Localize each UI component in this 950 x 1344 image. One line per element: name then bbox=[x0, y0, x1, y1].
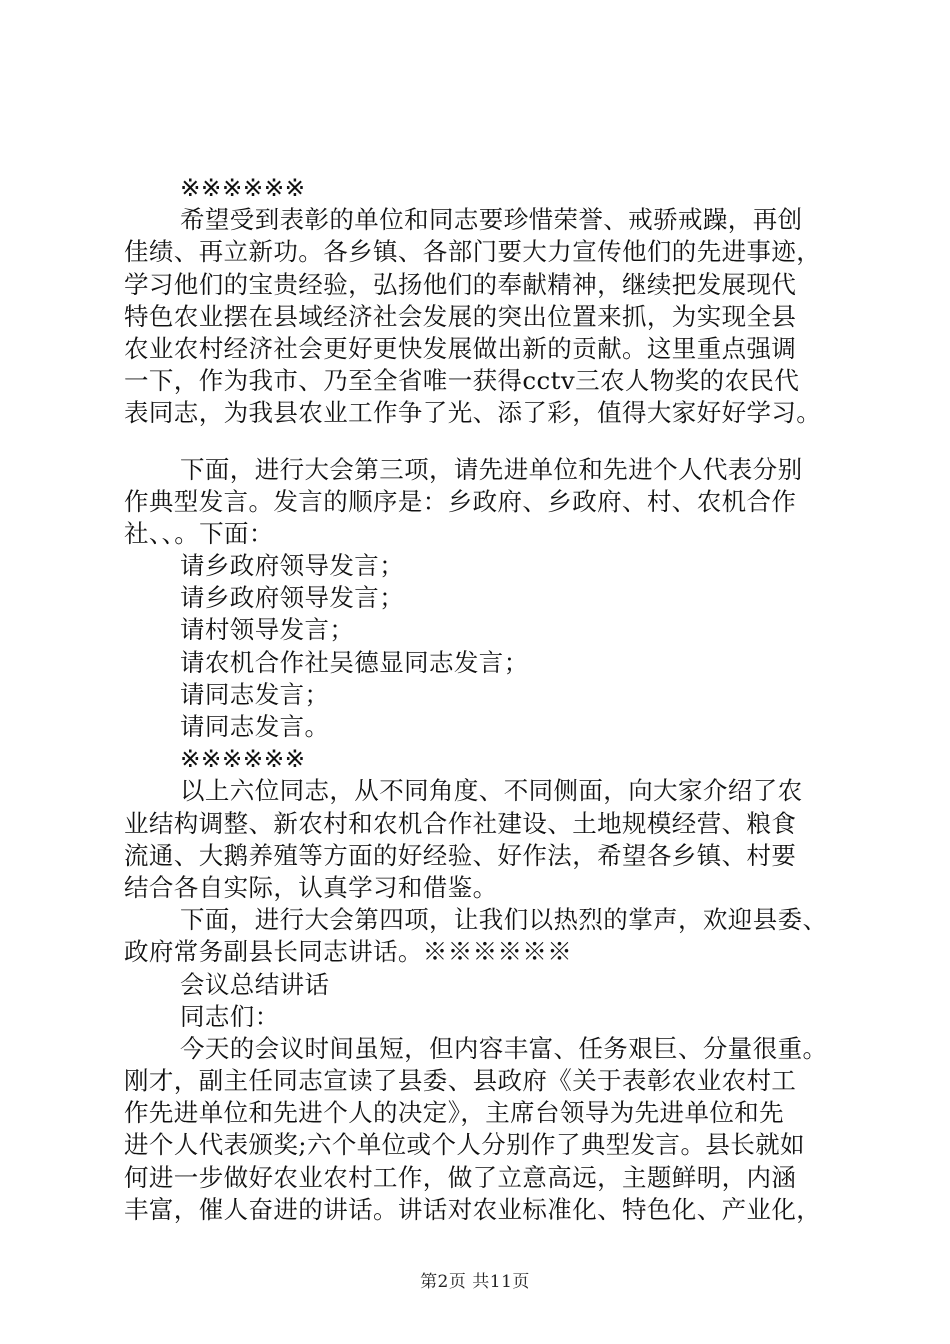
text-line: 作典型发言。发言的顺序是：乡政府、乡政府、村、农机合作 bbox=[124, 486, 797, 516]
text-line: 会议总结讲话 bbox=[180, 969, 330, 999]
text-line: 请同志发言。 bbox=[180, 712, 330, 741]
text-line: 社、、。下面： bbox=[124, 518, 274, 548]
text-line: 希望受到表彰的单位和同志要珍惜荣誉、戒骄戒躁，再创 bbox=[180, 205, 803, 235]
text-line: 刚才，副主任同志宣读了县委、县政府《关于表彰农业农村工 bbox=[124, 1066, 797, 1096]
blank-line bbox=[124, 430, 824, 454]
text-line: ※※※※※※ bbox=[180, 173, 306, 202]
text-line: 作先进单位和先进个人的决定》，主席台领导为先进单位和先 bbox=[124, 1098, 785, 1128]
text-line: 请村领导发言； bbox=[180, 615, 355, 645]
text-line: 请农机合作社吴德显同志发言； bbox=[180, 647, 529, 677]
text-line: 请同志发言； bbox=[180, 679, 330, 709]
text-line: 表同志，为我县农业工作争了光、添了彩，值得大家好好学习。 bbox=[124, 398, 822, 428]
text-line: 丰富，催人奋进的讲话。讲话对农业标准化、特色化、产业化， bbox=[124, 1194, 822, 1224]
page-footer: 第2页 共11页 bbox=[420, 1272, 530, 1292]
text-line: 下面，进行大会第四项，让我们以热烈的掌声，欢迎县委、 bbox=[180, 905, 828, 935]
text-line: 政府常务副县长同志讲话。※※※※※※ bbox=[124, 937, 573, 967]
text-line: 今天的会议时间虽短，但内容丰富、任务艰巨、分量很重。 bbox=[180, 1033, 828, 1063]
document-body bbox=[124, 172, 828, 1226]
text-line: 流通、大鹅养殖等方面的好经验、好作法，希望各乡镇、村要 bbox=[124, 840, 797, 870]
text-line: 请乡政府领导发言； bbox=[180, 551, 405, 581]
text-line: 特色农业摆在县域经济社会发展的突出位置来抓，为实现全县 bbox=[124, 301, 797, 331]
text-line: 下面，进行大会第三项，请先进单位和先进个人代表分别 bbox=[180, 454, 803, 484]
text-line: 学习他们的宝贵经验，弘扬他们的奉献精神，继续把发展现代 bbox=[124, 269, 797, 299]
text-line: 请乡政府领导发言； bbox=[180, 583, 405, 613]
text-line: 何进一步做好农业农村工作，做了立意高远，主题鲜明，内涵 bbox=[124, 1162, 797, 1192]
text-line: 佳绩、再立新功。各乡镇、各部门要大力宣传他们的先进事迹， bbox=[124, 237, 822, 267]
text-line: 同志们： bbox=[180, 1001, 280, 1031]
text-line: 农业农村经济社会更好更快发展做出新的贡献。这里重点强调 bbox=[124, 333, 797, 363]
text-line: 一下，作为我市、乃至全省唯一获得cctv三农人物奖的农民代 bbox=[124, 366, 800, 396]
text-line: 业结构调整、新农村和农机合作社建设、土地规模经营、粮食 bbox=[124, 808, 797, 838]
text-line: 进个人代表颁奖;六个单位或个人分别作了典型发言。县长就如 bbox=[124, 1130, 805, 1160]
text-line: 以上六位同志，从不同角度、不同侧面，向大家介绍了农 bbox=[180, 776, 803, 806]
text-line: 结合各自实际，认真学习和借鉴。 bbox=[124, 872, 498, 902]
text-line: ※※※※※※ bbox=[180, 744, 306, 774]
